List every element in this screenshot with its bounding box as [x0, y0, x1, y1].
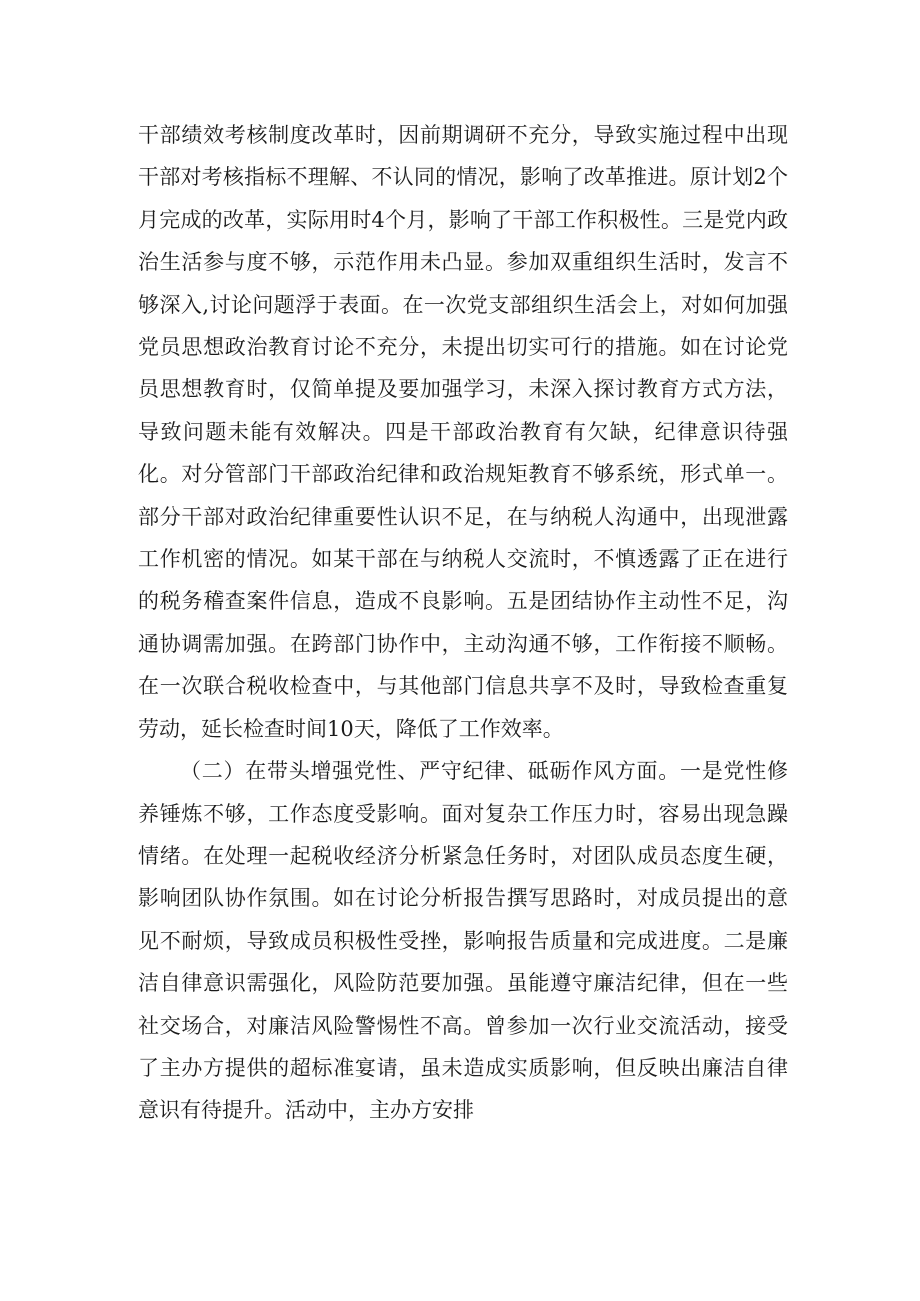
document-body [138, 114, 788, 1132]
paragraph-continued: 干部绩效考核制度改革时，因前期调研不充分，导致实施过程中出现干部对考核指标不理解、不认同的情况，影响了改革推进。原计划2个月完成的改革，实际用时4个月，影响了干部工作积极性。三是党内政治生活参与度不够，示范作用未凸显。参加双重组织生活时，发言不够深入,讨论问题浮于表面。在一次党支部组织生活会上，对如何加强党员思想政治教育讨论不充分，未提出切实可行的措施。如在讨论党员思想教育时，仅简单提及要加强学习，未深入探讨教育方式方法，导致问题未能有效解决。四是干部政治教育有欠缺，纪律意识待强化。对分管部门干部政治纪律和政治规矩教育不够系统，形式单一。部分干部对政治纪律重要性认识不足，在与纳税人沟通中，出现泄露工作机密的情况。如某干部在与纳税人交流时，不慎透露了正在进行的税务稽查案件信息，造成不良影响。五是团结协作主动性不足，沟通协调需加强。在跨部门协作中，主动沟通不够，工作衔接不顺畅。在一次联合税收检查中，与其他部门信息共享不及时，导致检查重复劳动，延长检查时间10天，降低了工作效率。 [138, 123, 788, 741]
paragraph-section-two: （二）在带头增强党性、严守纪律、砥砺作风方面。一是党性修养锤炼不够，工作态度受影响。面对复杂工作压力时，容易出现急躁情绪。在处理一起税收经济分析紧急任务时，对团队成员态度生硬，影响团队协作氛围。如在讨论分析报告撰写思路时，对成员提出的意见不耐烦，导致成员积极性受挫，影响报告质量和完成进度。二是廉洁自律意识需强化，风险防范要加强。虽能遵守廉洁纪律，但在一些社交场合，对廉洁风险警惕性不高。曾参加一次行业交流活动，接受了主办方提供的超标准宴请，虽未造成实质影响，但反映出廉洁自律意识有待提升。活动中，主办方安排 [138, 759, 788, 1123]
